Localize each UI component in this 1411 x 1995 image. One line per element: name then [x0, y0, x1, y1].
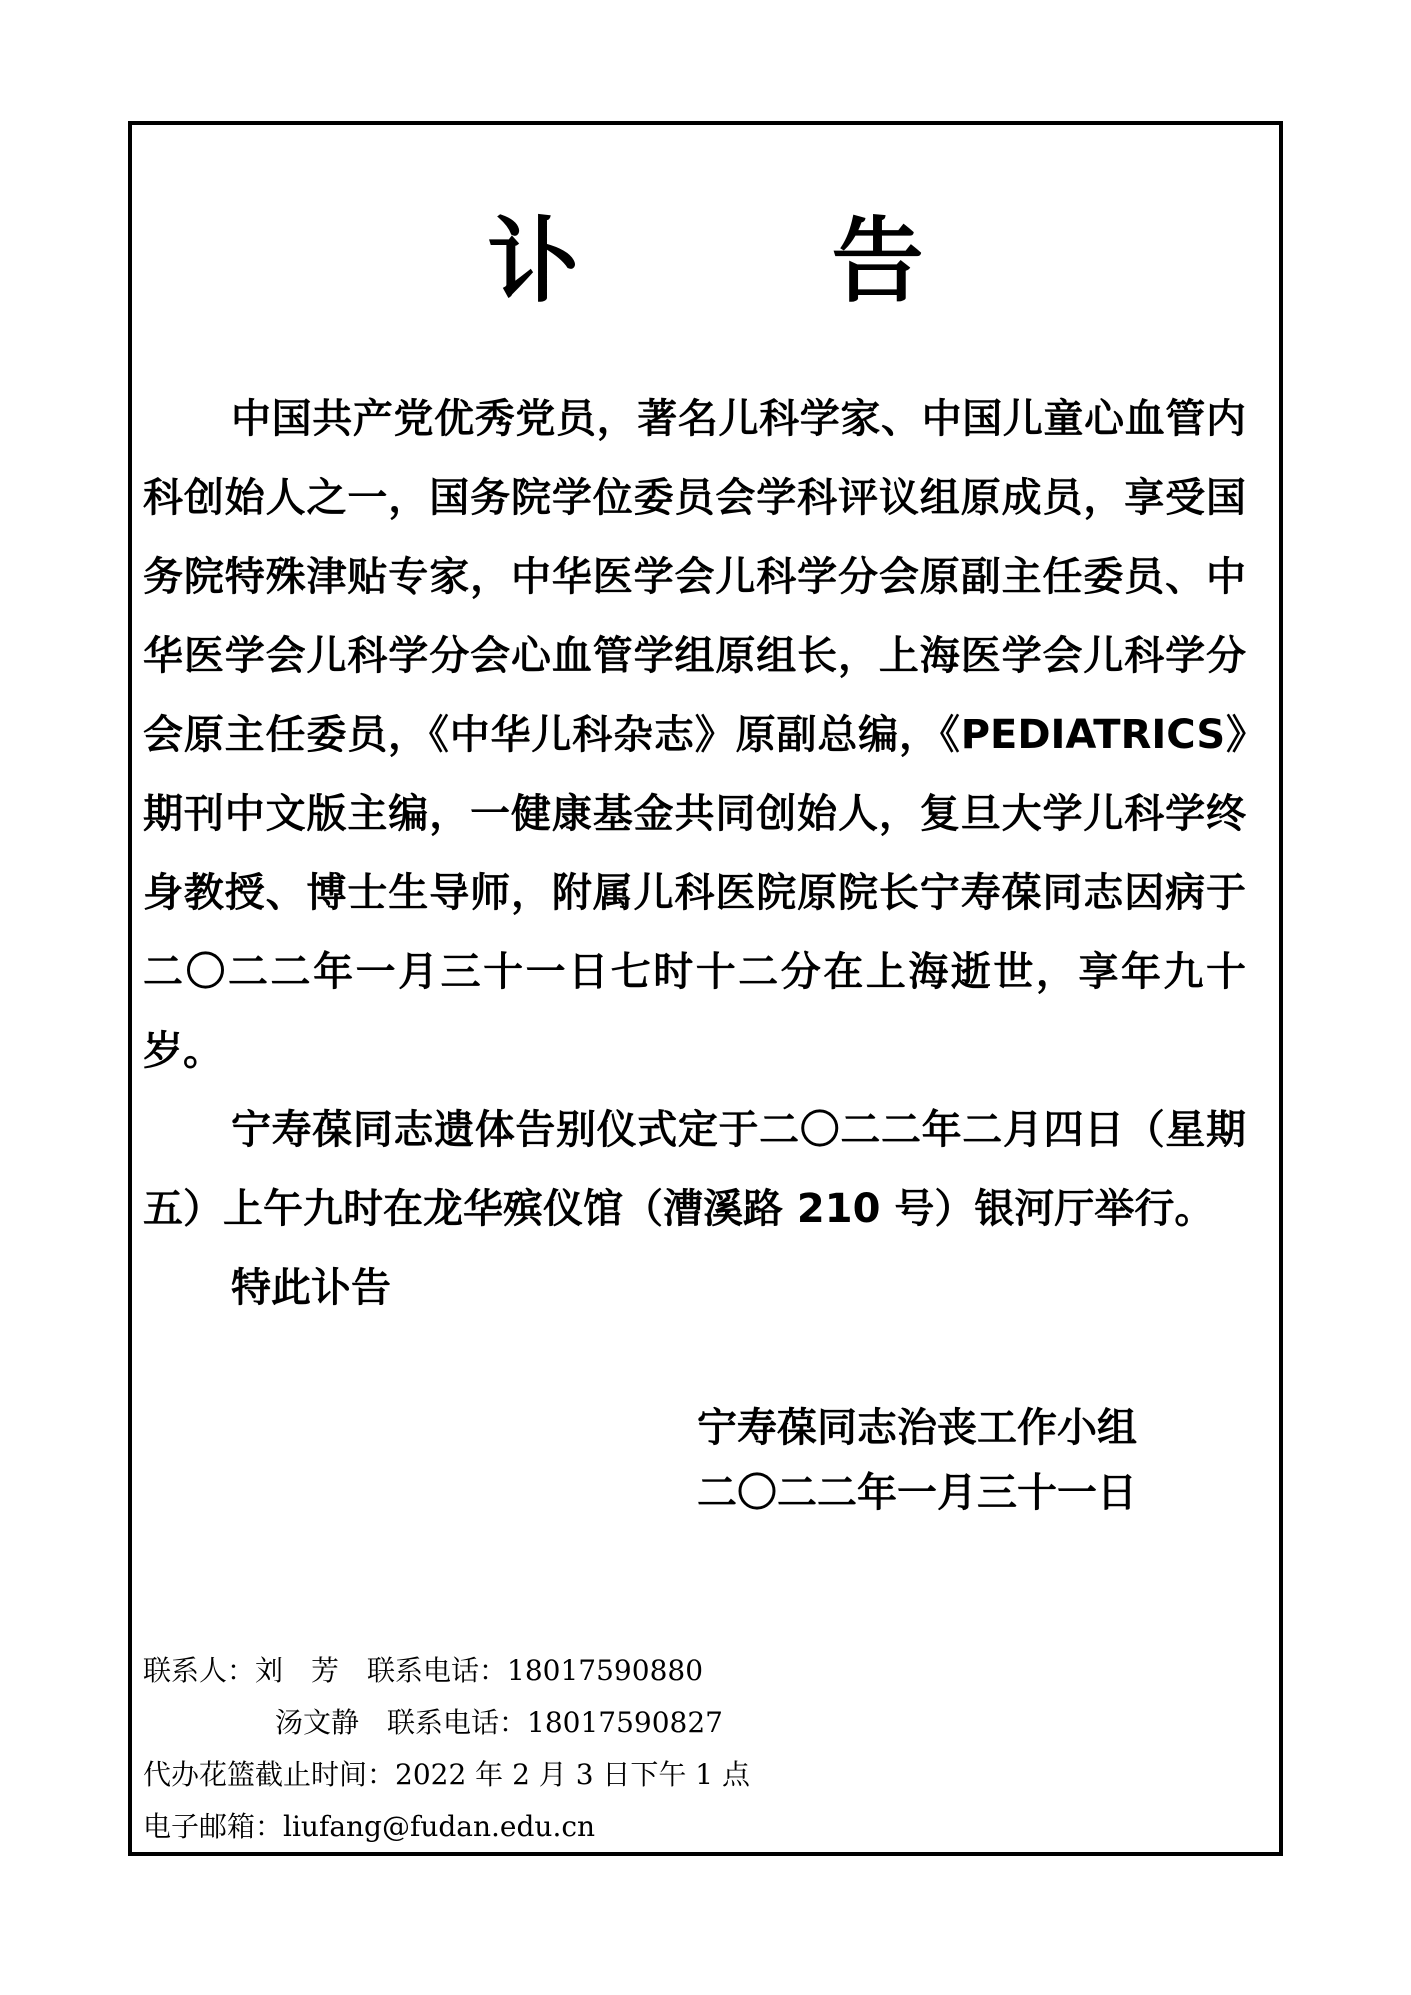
contact-person-1: 刘 芳: [255, 1654, 340, 1687]
body-paragraph-3: 特此讣告: [231, 1265, 391, 1311]
contact-row-1: [143, 1645, 750, 1697]
contact-phone-1: 18017590880: [507, 1654, 704, 1687]
contact-phone-2: 18017590827: [527, 1706, 723, 1739]
email-address[interactable]: liufang@fudan.edu.cn: [283, 1810, 596, 1843]
body-paragraph-1: 中国共产党优秀党员，著名儿科学家、中国儿童心血管内科创始人之一，国务院学位委员会学科评议组原成员，享受国务院特殊津贴专家，中华医学会儿科学分会原副主任委员、中华医学会儿科学分会心血管学组原组长，上海医学会儿科学分会原主任委员，《中华儿科杂志》原副总编，《PEDIATRICS》期刊中文版主编，一健康基金共同创始人，复旦大学儿科学终身教授、博士生导师，附属儿科医院原院长宁寿葆同志因病于二〇二二年一月三十一日七时十二分在上海逝世，享年九十岁。: [143, 396, 1246, 1074]
flower-deadline-label: 代办花篮截止时间：: [143, 1758, 396, 1791]
contact-phone-label-2: 联系电话：: [387, 1706, 528, 1739]
body-paragraph-2: 宁寿葆同志遗体告别仪式定于二〇二二年二月四日（星期五）上午九时在龙华殡仪馆（漕溪路 210 号）银河厅举行。: [143, 1107, 1246, 1232]
contact-phone-label-1: 联系电话：: [367, 1654, 508, 1687]
signature-org: 宁寿葆同志治丧工作小组: [697, 1405, 1137, 1451]
flower-deadline-value: 2022 年 2 月 3 日下午 1 点: [395, 1758, 751, 1791]
email-row: [143, 1801, 750, 1853]
flower-deadline-row: [143, 1749, 750, 1801]
contact-person-label: 联系人：: [143, 1654, 256, 1687]
contact-person-2: 汤文静: [275, 1706, 360, 1739]
signature-date: 二〇二二年一月三十一日: [697, 1470, 1137, 1516]
contact-block: [143, 1645, 750, 1853]
signature-block: [697, 1396, 1137, 1526]
email-label: 电子邮箱：: [143, 1810, 284, 1843]
notice-body: [143, 380, 1246, 1328]
contact-row-2: [143, 1697, 750, 1749]
notice-title: 讣 告: [487, 208, 1004, 315]
